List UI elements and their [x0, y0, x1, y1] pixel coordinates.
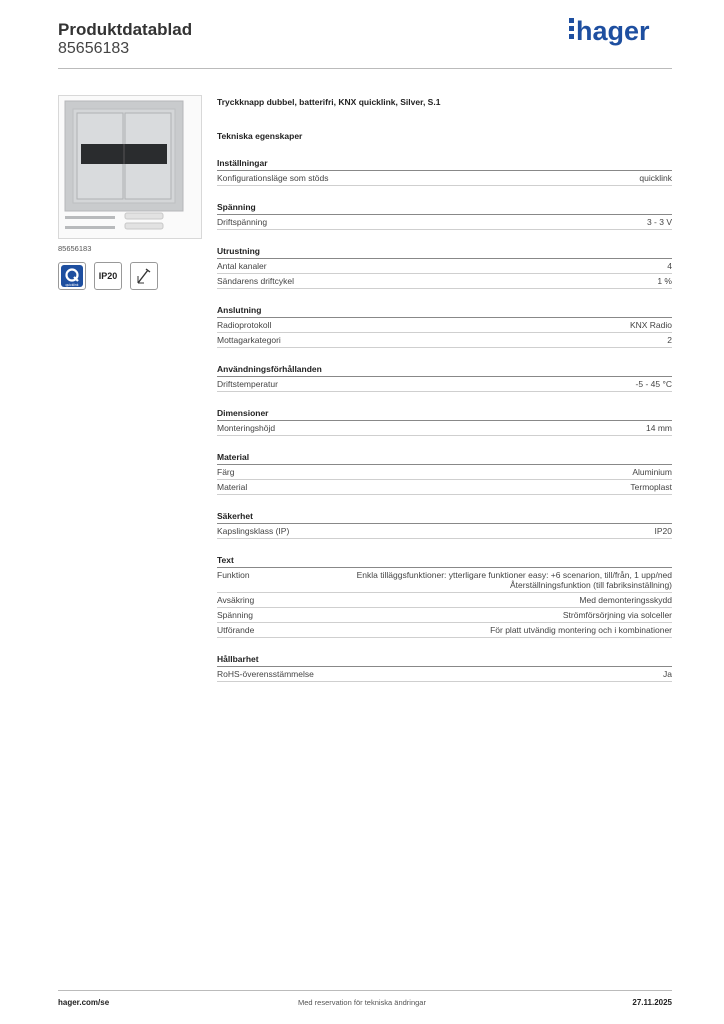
footer-date: 27.11.2025: [632, 998, 672, 1007]
product-name: Tryckknapp dubbel, batterifri, KNX quicklink, Silver, S.1: [217, 97, 441, 107]
spec-key: Antal kanaler: [217, 261, 267, 271]
logo-text: hager: [576, 16, 650, 46]
spec-row: [217, 667, 672, 682]
spec-value: quicklink: [639, 173, 672, 183]
spec-row: [217, 465, 672, 480]
section-title: Användningsförhållanden: [217, 364, 672, 377]
tech-heading: Tekniska egenskaper: [217, 131, 303, 141]
spec-section: [217, 511, 672, 539]
ip20-badge: IP20: [94, 262, 122, 290]
spec-key: Konfigurationsläge som stöds: [217, 173, 329, 183]
spec-section: [217, 158, 672, 186]
spec-key: Utförande: [217, 625, 255, 635]
spec-key: Avsäkring: [217, 595, 255, 605]
page-title: Produktdatablad: [58, 20, 193, 39]
spec-value: 2: [667, 335, 672, 345]
spec-row: [217, 274, 672, 289]
spec-row: [217, 568, 672, 593]
spec-row: [217, 215, 672, 230]
spec-value: Med demonteringsskydd: [579, 595, 672, 605]
spec-content: [217, 96, 672, 682]
spec-value: 1 %: [657, 276, 672, 286]
spec-value: 3 - 3 V: [646, 217, 672, 227]
footer-website[interactable]: hager.com/se: [58, 998, 110, 1007]
spec-section: [217, 555, 672, 638]
spec-row: [217, 480, 672, 495]
spec-value: 14 mm: [646, 423, 672, 433]
quicklink-q-icon: [58, 262, 86, 290]
screw-mounting-icon: [130, 262, 158, 290]
spec-row: [217, 623, 672, 638]
section-title: Säkerhet: [217, 511, 672, 524]
spec-row: [217, 421, 672, 436]
spec-section: [217, 654, 672, 682]
spec-key: Material: [217, 482, 248, 492]
product-image: [58, 95, 202, 239]
section-title: Hållbarhet: [217, 654, 672, 667]
footer-divider: [58, 990, 672, 991]
hager-logo: [567, 14, 659, 48]
spec-value: För platt utvändig montering och i kombinationer: [490, 625, 672, 635]
spec-value: Termoplast: [630, 482, 672, 492]
spec-section: [217, 202, 672, 230]
badge-row: [58, 262, 158, 290]
spec-row: [217, 377, 672, 392]
spec-key: Spänning: [217, 610, 253, 620]
spec-section: [217, 452, 672, 495]
spec-row: [217, 318, 672, 333]
spec-section: [217, 408, 672, 436]
spec-row: [217, 524, 672, 539]
section-title: Material: [217, 452, 672, 465]
spec-key: Driftstemperatur: [217, 379, 278, 389]
spec-row: [217, 333, 672, 348]
article-number: 85656183: [58, 40, 130, 57]
spec-key: Kapslingsklass (IP): [217, 526, 290, 536]
spec-row: [217, 593, 672, 608]
section-title: Anslutning: [217, 305, 672, 318]
spec-key: Färg: [217, 467, 235, 477]
spec-value: Enkla tilläggsfunktioner: ytterligare funktioner easy: +6 scenarion, till/från, 1 upp/ned Återställningsfunktion (till fabriksinställning): [356, 570, 672, 590]
spec-section: [217, 246, 672, 289]
spec-key: Monteringshöjd: [217, 423, 276, 433]
section-title: Text: [217, 555, 672, 568]
spec-value: Strömförsörjning via solceller: [562, 610, 672, 620]
image-caption: 85656183: [58, 244, 92, 253]
spec-value: IP20: [654, 526, 672, 536]
spec-value: -5 - 45 °C: [635, 379, 672, 389]
spec-key: RoHS-överensstämmelse: [217, 669, 314, 679]
spec-key: Sändarens driftcykel: [217, 276, 295, 286]
section-title: Inställningar: [217, 158, 672, 171]
spec-section: [217, 364, 672, 392]
section-title: Spänning: [217, 202, 672, 215]
spec-value: Ja: [663, 669, 672, 679]
spec-value: KNX Radio: [629, 320, 672, 330]
section-title: Dimensioner: [217, 408, 672, 421]
spec-key: Radioprotokoll: [217, 320, 272, 330]
spec-key: Funktion: [217, 570, 250, 580]
footer-disclaimer: Med reservation för tekniska ändringar: [298, 998, 426, 1007]
quicklink-label: quicklink: [65, 283, 79, 287]
spec-key: Driftspänning: [217, 217, 268, 227]
section-title: Utrustning: [217, 246, 672, 259]
spec-key: Mottagarkategori: [217, 335, 281, 345]
header-divider: [58, 68, 672, 69]
spec-value: Aluminium: [632, 467, 672, 477]
spec-row: [217, 259, 672, 274]
spec-section: [217, 305, 672, 348]
spec-sections: [217, 158, 672, 682]
spec-value: 4: [667, 261, 672, 271]
spec-row: [217, 171, 672, 186]
spec-row: [217, 608, 672, 623]
